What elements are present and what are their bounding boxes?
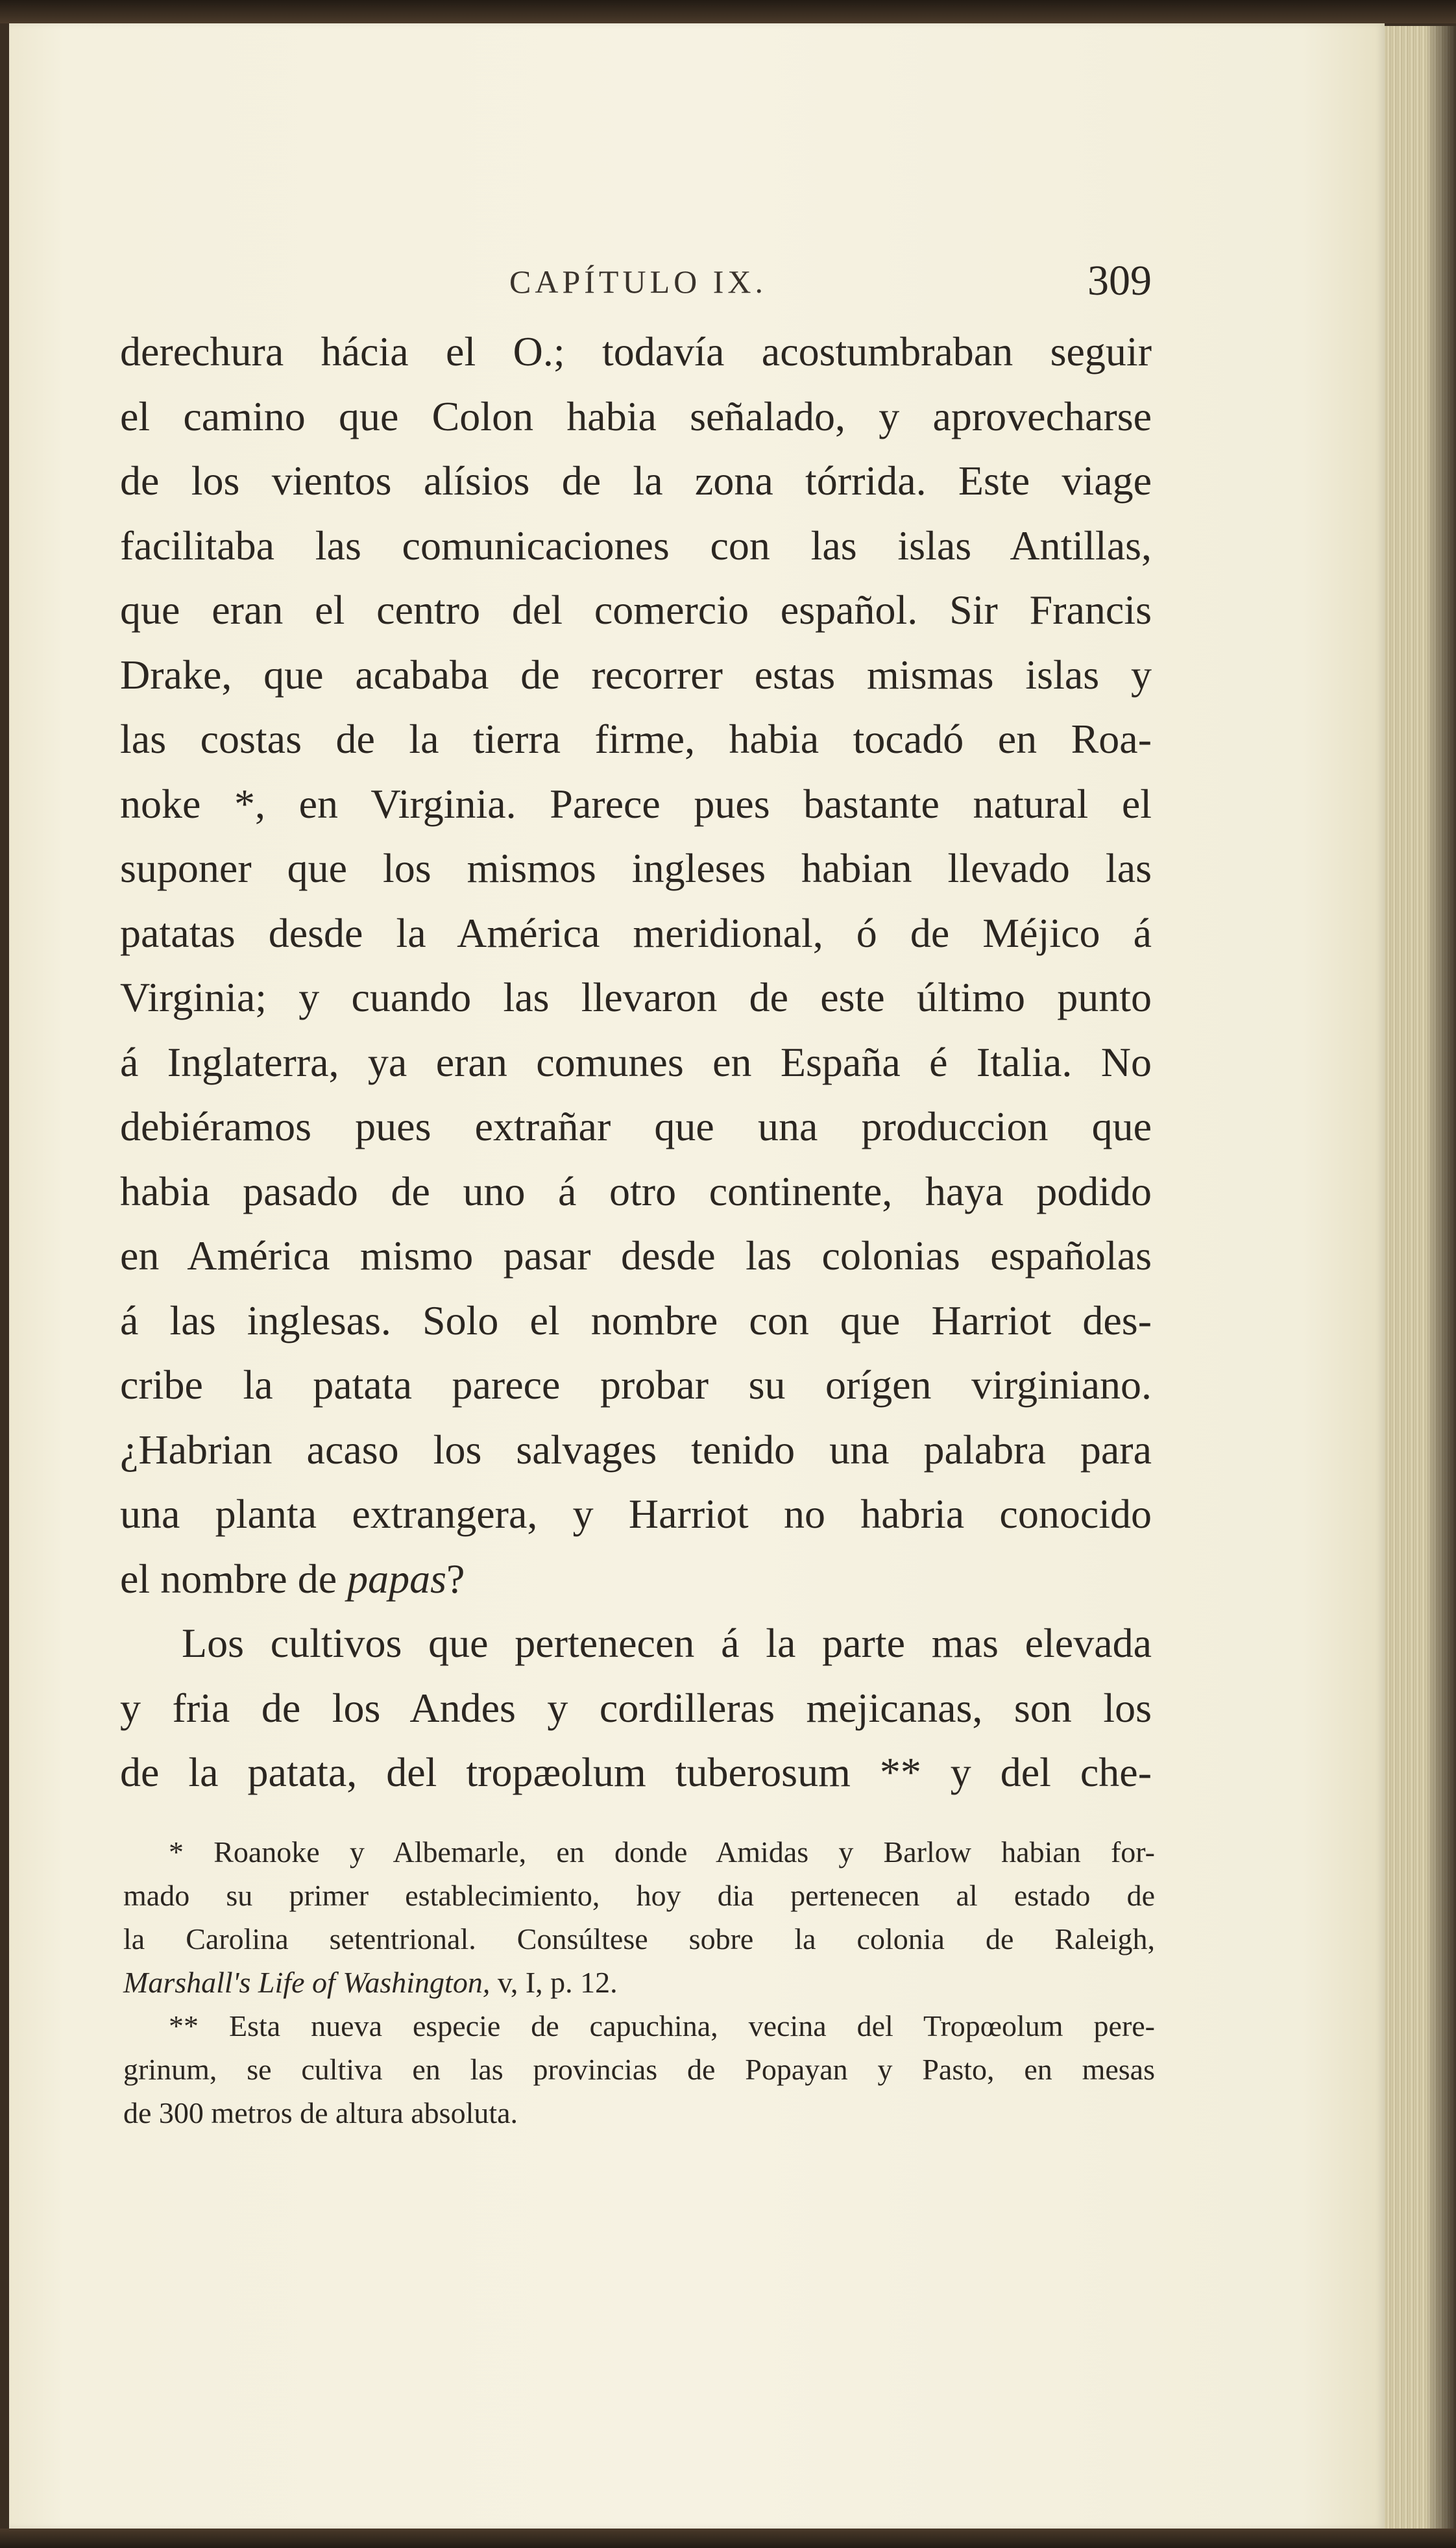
paragraph-start-line: Los cultivos que pertenecen á la parte mas elevada (182, 1620, 1152, 1666)
text-line: de la patata, del tropæolum tuberosum ** y del che- (120, 1749, 1152, 1795)
text-line: á las inglesas. Solo el nombre con que Harriot des- (120, 1297, 1152, 1343)
footnote-line: de 300 metros de altura absoluta. (123, 2096, 518, 2129)
text-line: las costas de la tierra firme, habia tocadó en Roa- (120, 716, 1152, 762)
text-line: de los vientos alísios de la zona tórrida. Este viage (120, 458, 1152, 504)
text-line: Drake, que acababa de recorrer estas mismas islas y (120, 651, 1152, 698)
text-line: patatas desde la América meridional, ó de Méjico á (120, 909, 1152, 956)
chapter-title: CAPÍTULO IX. (509, 263, 767, 300)
scan-edge-bottom (0, 2529, 1456, 2548)
text-line: en América mismo pasar desde las colonias españolas (120, 1232, 1152, 1279)
text-line: suponer que los mismos ingleses habian llevado las (120, 845, 1152, 891)
footnote-citation-line (123, 1961, 1155, 2004)
page-number: 309 (1087, 257, 1152, 304)
text-line: que eran el centro del comercio español. Sir Francis (120, 587, 1152, 633)
citation-title: Marshall's Life of Washington, (123, 1966, 491, 1999)
text-fragment: ? (446, 1555, 465, 1602)
scan-edge-top (0, 0, 1456, 23)
running-head (117, 256, 1152, 308)
text-fragment: el nombre de (120, 1555, 348, 1602)
text-line: noke *, en Virginia. Parece pues bastante natural el (120, 780, 1152, 827)
footnote-line: mado su primer establecimiento, hoy dia pertenecen al estado de (123, 1879, 1155, 1912)
text-line: facilitaba las comunicaciones con las islas Antillas, (120, 522, 1152, 569)
footnote-line: la Carolina setentrional. Consúltese sobre la colonia de Raleigh, (123, 1922, 1155, 1955)
text-line: á Inglaterra, ya eran comunes en España é Italia. No (120, 1038, 1152, 1085)
footnotes (123, 1830, 1155, 2135)
text-line: y fria de los Andes y cordilleras mejicanas, son los (120, 1684, 1152, 1731)
italic-word: papas (347, 1555, 446, 1602)
text-line: cribe la patata parece probar su orígen virginiano. (120, 1362, 1152, 1408)
text-line: derechura hácia el O.; todavía acostumbraban seguir (120, 328, 1152, 374)
text-line: Virginia; y cuando las llevaron de este último punto (120, 974, 1152, 1020)
text-line: una planta extrangera, y Harriot no habria conocido (120, 1491, 1152, 1537)
body-text (120, 319, 1152, 1805)
footnote-line: grinum, se cultiva en las provincias de Popayan y Pasto, en mesas (123, 2053, 1155, 2086)
text-line: ¿Habrian acaso los salvages tenido una palabra para (120, 1426, 1152, 1473)
text-line: debiéramos pues extrañar que una produccion que (120, 1103, 1152, 1149)
citation-ref: v, I, p. 12. (490, 1966, 618, 1999)
page-edges-shadow (1427, 26, 1456, 2548)
text-line: habia pasado de uno á otro continente, haya podido (120, 1168, 1152, 1214)
footnote-line: ** Esta nueva especie de capuchina, vecina del Tropœolum pere- (169, 2009, 1155, 2042)
footnote-line: * Roanoke y Albemarle, en donde Amidas y Barlow habian for- (169, 1835, 1155, 1868)
text-line: el camino que Colon habia señalado, y aprovecharse (120, 393, 1152, 439)
text-line-last (120, 1547, 1152, 1611)
